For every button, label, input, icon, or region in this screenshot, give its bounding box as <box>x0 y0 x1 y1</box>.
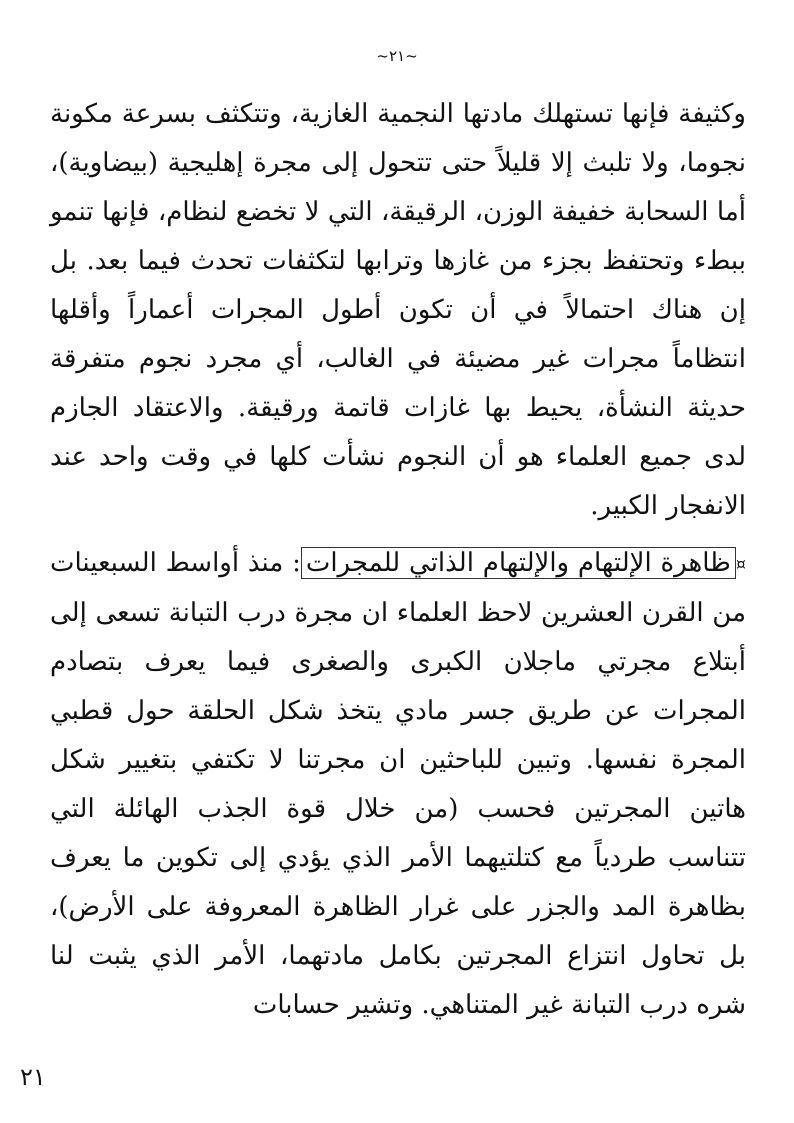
page-header-number: ~٢١~ <box>376 47 418 65</box>
bullet-marker-icon: ¤ <box>735 554 746 574</box>
paragraph-text: : منذ أواسط السبعينات من القرن العشرين لاحظ العلماء ان مجرة درب التبانة تسعى إلى أبتلاع مجرتي ماجلان الكبرى والصغرى فيما يعرف بتصادم المجرات عن طريق جسر مادي يتخذ شكل الحلقة حول قطبي المجرة نفسها. وتبين للباحثين ان مجرتنا لا تكتفي بتغيير شكل هاتين المجرتين فحسب (من خلال قوة الجذب الهائلة التي تتناسب طردياً مع كتلتيهما الأمر الذي يؤدي إلى تكوين ما يعرف بظاهرة المد والجزر على غرار الظاهرة المعروفة على الأرض)، بل تحاول انتزاع المجرتين بكامل مادتهما، الأمر الذي يثبت لنا شره درب التبانة غير المتناهي. وتشير حسابات <box>50 548 746 1020</box>
paragraph-galactic-cannibalism <box>50 539 746 1030</box>
section-heading: ظاهرة الإلتهام والإلتهام الذاتي للمجرات <box>301 547 736 579</box>
body-text <box>50 90 746 1030</box>
page-footer-number: ٢١ <box>20 1063 46 1091</box>
paragraph-galaxy-formation: وكثيفة فإنها تستهلك مادتها النجمية الغازية، وتتكثف بسرعة مكونة نجوما، ولا تلبث إلا قليلاً حتى تتحول إلى مجرة إهليجية (بيضاوية)، أما السحابة خفيفة الوزن، الرقيقة، التي لا تخضع لنظام، فإنها تنمو ببطء وتحتفظ بجزء من غازها وترابها لتكثفات تحدث فيما بعد. بل إن هناك احتمالاً في أن تكون أطول المجرات أعماراً وأقلها انتظاماً مجرات غير مضيئة في الغالب، أي مجرد نجوم متفرقة حديثة النشأة، يحيط بها غازات قاتمة ورقيقة. والاعتقاد الجازم لدى جميع العلماء هو أن النجوم نشأت كلها في وقت واحد عند الانفجار الكبير. <box>50 99 746 521</box>
